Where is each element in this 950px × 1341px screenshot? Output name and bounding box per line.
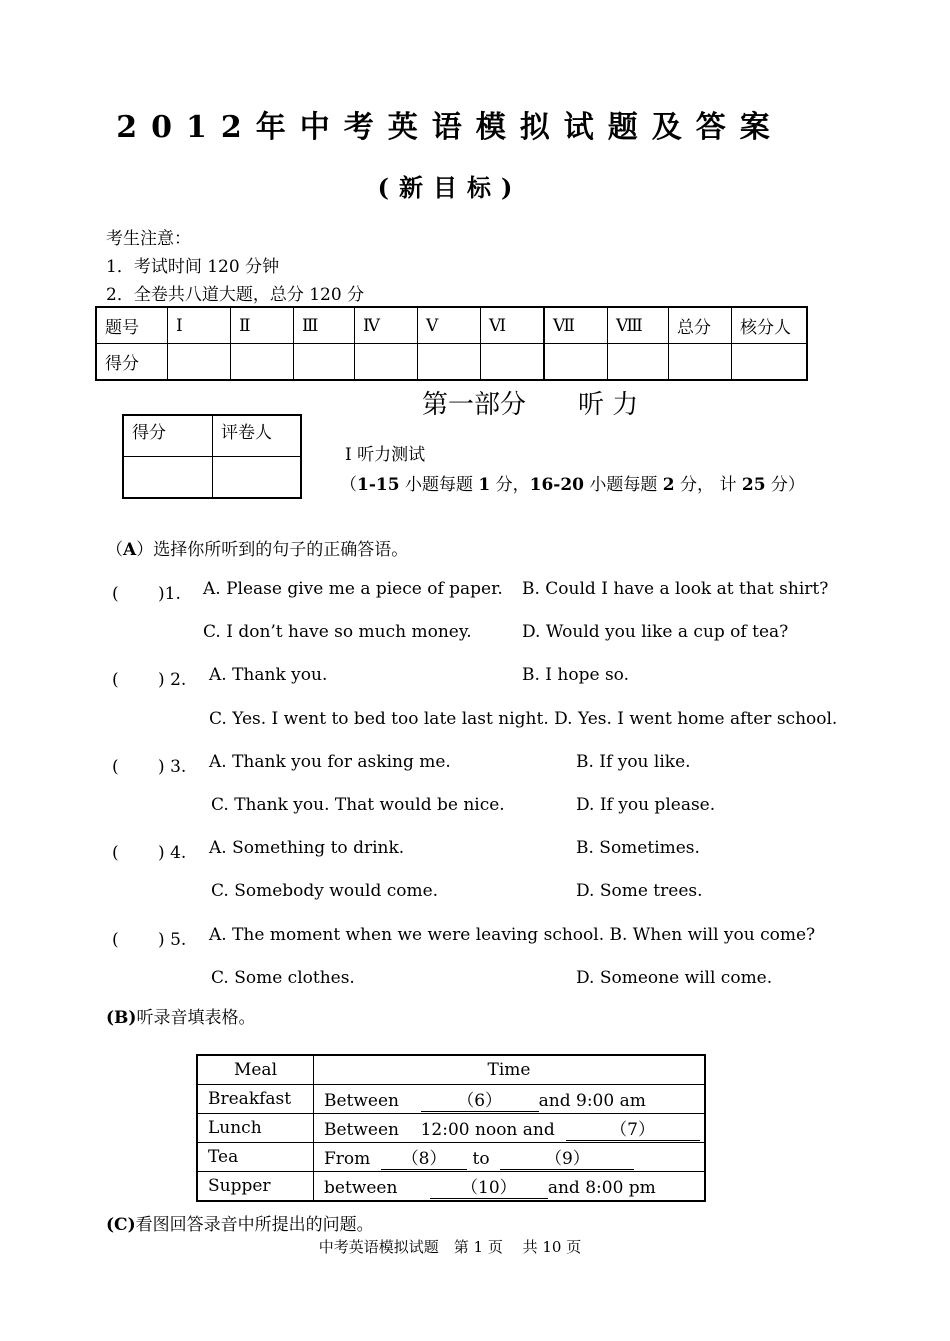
score-header-cell: Ⅲ [294, 307, 355, 344]
table-row [197, 1114, 705, 1143]
option: D. If you please. [576, 795, 716, 815]
option: C. Yes. I went to bed too late last night. D. Yes. I went home after school. [209, 709, 838, 729]
answer-blank[interactable]: （10） [430, 1173, 548, 1199]
score-header-cell: 核分人 [732, 307, 808, 344]
score-header-cell: 总分 [669, 307, 732, 344]
answer-blank[interactable]: （7） [566, 1115, 700, 1141]
score-header-cell: Ⅴ [418, 307, 481, 344]
option: D. Would you like a cup of tea? [522, 622, 789, 642]
score-header-cell: Ⅰ [168, 307, 231, 344]
meal-time-table [196, 1054, 706, 1202]
meal-cell: Supper [197, 1172, 314, 1202]
table-header-meal: Meal [197, 1055, 314, 1085]
meal-cell: Lunch [197, 1114, 314, 1143]
section-title: Ⅰ 听力测试 [345, 445, 426, 465]
option: B. Could I have a look at that shirt? [522, 579, 829, 599]
score-cell[interactable] [732, 344, 808, 381]
table-row [197, 1143, 705, 1172]
option: C. Somebody would come. [211, 881, 439, 901]
grader-cell[interactable] [213, 457, 302, 499]
score-header-cell: Ⅱ [231, 307, 294, 344]
grader-cell[interactable] [123, 457, 213, 499]
table-row [197, 1085, 705, 1114]
score-header-cell: Ⅶ [544, 307, 608, 344]
answer-blank[interactable]: （8） [381, 1144, 467, 1170]
time-cell: From （8） to （9） [314, 1143, 706, 1172]
score-cell[interactable] [168, 344, 231, 381]
time-cell: Between （6） and 9:00 am [314, 1085, 706, 1114]
notice-heading: 考生注意： [106, 229, 191, 249]
scoring-rule: （1-15 小题每题 1 分，16-20 小题每题 2 分， 计 25 分） [340, 475, 805, 495]
option: D. Some trees. [576, 881, 703, 901]
score-cell[interactable] [355, 344, 418, 381]
table-header-time: Time [314, 1055, 706, 1085]
grader-header-cell: 得分 [123, 415, 213, 457]
question-number: ( ) 4. [112, 843, 187, 863]
score-header-cell: Ⅷ [608, 307, 669, 344]
page-title: 2012年中考英语模拟试题及答案 [116, 110, 784, 145]
score-cell[interactable] [481, 344, 545, 381]
score-header-cell: Ⅳ [355, 307, 418, 344]
option: B. Sometimes. [576, 838, 700, 858]
score-cell[interactable] [294, 344, 355, 381]
question-number: ( ) 3. [112, 757, 187, 777]
section-b-label: (B)听录音填表格。 [106, 1008, 256, 1028]
score-cell[interactable] [608, 344, 669, 381]
answer-blank[interactable]: （6） [421, 1086, 539, 1112]
score-header-cell: 题号 [96, 307, 168, 344]
meal-cell: Breakfast [197, 1085, 314, 1114]
score-cell[interactable] [231, 344, 294, 381]
notice-item: 1．考试时间 120 分钟 [106, 257, 280, 277]
option: A. Please give me a piece of paper. [203, 579, 503, 599]
score-row-label: 得分 [96, 344, 168, 381]
question-number: ( ) 2. [112, 670, 187, 690]
option: C. Thank you. That would be nice. [211, 795, 505, 815]
answer-blank[interactable]: （9） [500, 1144, 634, 1170]
question-number: ( ) 5. [112, 930, 187, 950]
option: A. Something to drink. [209, 838, 405, 858]
question-number: ( )1. [112, 584, 181, 604]
option: A. Thank you. [209, 665, 328, 685]
part-title: 第一部分 听 力 [422, 390, 639, 420]
section-c-label: (C)看图回答录音中所提出的问题。 [106, 1215, 374, 1235]
notice-item: 2．全卷共八道大题，总分 120 分 [106, 285, 365, 305]
option: C. Some clothes. [211, 968, 355, 988]
score-cell[interactable] [544, 344, 608, 381]
option: A. Thank you for asking me. [209, 752, 451, 772]
option: B. I hope so. [522, 665, 630, 685]
score-cell[interactable] [669, 344, 732, 381]
page-footer: 中考英语模拟试题 第 1 页 共 10 页 [318, 1238, 582, 1256]
grader-header-cell: 评卷人 [213, 415, 302, 457]
time-cell: Between 12:00 noon and （7） [314, 1114, 706, 1143]
time-cell: between （10） and 8:00 pm [314, 1172, 706, 1202]
score-cell[interactable] [418, 344, 481, 381]
option: C. I don’t have so much money. [203, 622, 472, 642]
option: D. Someone will come. [576, 968, 773, 988]
score-table [95, 306, 808, 381]
table-row [197, 1172, 705, 1202]
option: A. The moment when we were leaving school. B. When will you come? [209, 925, 816, 945]
grader-table [122, 414, 302, 499]
score-header-cell: Ⅵ [481, 307, 545, 344]
option: B. If you like. [576, 752, 691, 772]
page-subtitle: (新目标) [377, 173, 523, 202]
meal-cell: Tea [197, 1143, 314, 1172]
section-a-label: （A）选择你所听到的句子的正确答语。 [106, 540, 409, 560]
